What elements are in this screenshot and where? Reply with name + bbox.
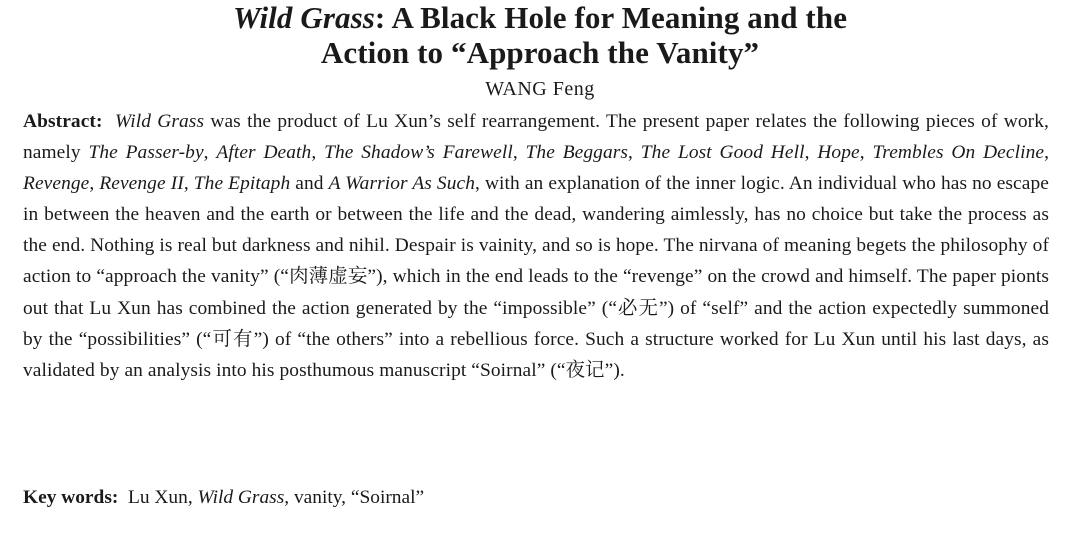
title-line-2: Action to “Approach the Vanity” [320, 35, 760, 70]
title-line-1 [0, 0, 1080, 35]
abstract-work-title: A Warrior As Such [328, 173, 475, 195]
keywords-label: Key words: [23, 487, 119, 508]
abstract-text: , [183, 173, 194, 195]
keywords-line [23, 484, 1053, 512]
keyword-text: Lu Xun, [128, 487, 198, 508]
author-name: WANG Feng [485, 78, 595, 100]
abstract-work-title: Revenge II [99, 173, 184, 195]
paper-title [0, 0, 1080, 70]
keyword-work-title: Wild Grass [197, 487, 285, 508]
abstract-text: , [89, 173, 100, 195]
abstract-work-title: The Shadow’s Farewell [324, 142, 513, 164]
abstract-text: , [628, 142, 641, 164]
abstract-work-title: Trembles On Decline [872, 142, 1045, 164]
abstract-work-title: The Lost Good Hell [640, 142, 805, 164]
abstract-text: , [804, 142, 818, 164]
abstract-work-title: Wild Grass [115, 111, 205, 132]
abstract-work-title: The Epitaph [193, 173, 291, 195]
abstract-work-title: Hope [817, 142, 860, 164]
abstract-text: , with an explanation of the inner logic. An individual who has no escape in between the heaven and the earth or between the life and the dead, wandering aimlessly, has no choice but take the process as the end. Nothing is real but darkness and nihil. Despair is vainity, and so is hope. The nirvana of meaning begets the philosophy of action to “approach the vanity” (“肉薄虚妄”), which in the end leads to the “revenge” on the crowd and himself. The paper pionts out that Lu Xun has combined the action generated by the “impossible” (“必无”) of “self” and the action expectedly summoned by the “possibilities” (“可有”) of “the others” into a rebellious force. Such a structure worked for Lu Xun until his last days, as validated by an analysis into his posthumous manuscript “Soirnal” (“夜记”). [23, 173, 1049, 381]
abstract-work-title: The Passer-by [88, 142, 204, 164]
abstract-work-title: Revenge [23, 173, 90, 195]
abstract-text: and [290, 173, 329, 195]
abstract-text: , [512, 142, 526, 164]
title-italic-work: Wild Grass [232, 0, 375, 35]
abstract-work-title: After Death [216, 142, 312, 164]
abstract-text: , [203, 142, 217, 164]
abstract-text: was the product of Lu Xun’s self rearrangement. The present paper relates the following pieces of work, namely [23, 111, 1049, 164]
abstract-text: , [311, 142, 325, 164]
abstract-paragraph [23, 106, 1049, 386]
abstract-text: , [859, 142, 873, 164]
abstract-work-title: The Beggars [525, 142, 629, 164]
abstract-text: , [1044, 142, 1050, 164]
keyword-text: , vanity, “Soirnal” [284, 487, 425, 508]
abstract-label: Abstract: [23, 111, 103, 132]
title-line-1-text: : A Black Hole for Meaning and the [374, 0, 848, 35]
